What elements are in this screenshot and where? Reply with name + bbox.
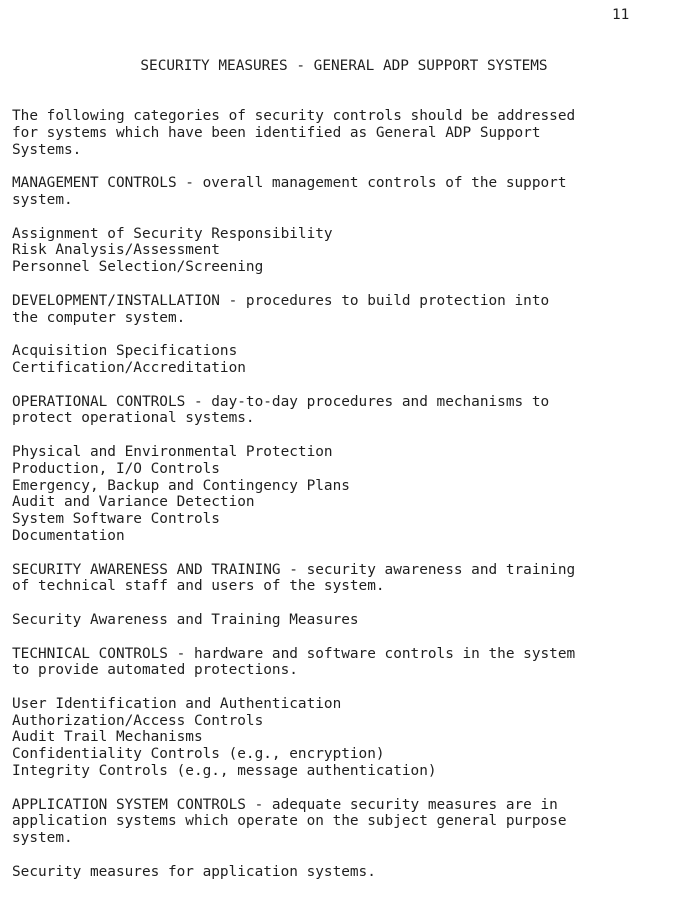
- list-item: Integrity Controls (e.g., message authentication): [12, 763, 437, 780]
- section-heading-line: the computer system.: [12, 309, 186, 326]
- development-installation-heading: [12, 293, 682, 327]
- intro-line: for systems which have been identified as General ADP Support: [12, 124, 541, 141]
- section-heading-line: DEVELOPMENT/INSTALLATION - procedures to build protection into: [12, 292, 550, 309]
- operational-controls-heading: [12, 394, 682, 428]
- section-heading-line: system.: [12, 830, 73, 847]
- list-item: Production, I/O Controls: [12, 460, 220, 477]
- list-item: Acquisition Specifications: [12, 343, 238, 360]
- list-item: Security measures for application systems.: [12, 863, 376, 880]
- document-body: [12, 108, 682, 897]
- list-item: Security Awareness and Training Measures: [12, 611, 359, 628]
- security-awareness-heading: [12, 562, 682, 596]
- list-item: Personnel Selection/Screening: [12, 259, 264, 276]
- security-awareness-list: [12, 612, 682, 629]
- management-controls-list: [12, 226, 682, 276]
- section-heading-line: protect operational systems.: [12, 410, 255, 427]
- section-heading-line: application systems which operate on the subject general purpose: [12, 813, 567, 830]
- operational-controls-list: [12, 444, 682, 545]
- list-item: Risk Analysis/Assessment: [12, 242, 220, 259]
- page-number: 11: [612, 7, 630, 23]
- list-item: Assignment of Security Responsibility: [12, 225, 333, 242]
- technical-controls-heading: [12, 646, 682, 680]
- section-heading-line: OPERATIONAL CONTROLS - day-to-day procedures and mechanisms to: [12, 393, 550, 410]
- list-item: Certification/Accreditation: [12, 359, 246, 376]
- list-item: Physical and Environmental Protection: [12, 443, 333, 460]
- section-heading-line: APPLICATION SYSTEM CONTROLS - adequate security measures are in: [12, 796, 558, 813]
- intro-line: Systems.: [12, 141, 82, 158]
- list-item: Emergency, Backup and Contingency Plans: [12, 477, 350, 494]
- list-item: User Identification and Authentication: [12, 695, 342, 712]
- list-item: Audit and Variance Detection: [12, 494, 255, 511]
- list-item: System Software Controls: [12, 511, 220, 528]
- page-title: SECURITY MEASURES - GENERAL ADP SUPPORT SYSTEMS: [140, 58, 548, 74]
- intro-line: The following categories of security controls should be addressed: [12, 108, 576, 124]
- section-heading-line: TECHNICAL CONTROLS - hardware and software controls in the system: [12, 645, 576, 662]
- intro-paragraph: [12, 108, 682, 158]
- section-heading-line: system.: [12, 191, 73, 208]
- list-item: Documentation: [12, 527, 125, 544]
- section-heading-line: to provide automated protections.: [12, 662, 298, 679]
- development-installation-list: [12, 343, 682, 377]
- application-controls-heading: [12, 797, 682, 847]
- application-controls-list: [12, 864, 682, 881]
- section-heading-line: of technical staff and users of the system.: [12, 578, 385, 595]
- list-item: Audit Trail Mechanisms: [12, 729, 203, 746]
- list-item: Confidentiality Controls (e.g., encryption): [12, 746, 385, 763]
- management-controls-heading: [12, 175, 682, 209]
- section-heading-line: MANAGEMENT CONTROLS - overall management controls of the support: [12, 175, 567, 192]
- section-heading-line: SECURITY AWARENESS AND TRAINING - security awareness and training: [12, 561, 576, 578]
- list-item: Authorization/Access Controls: [12, 712, 264, 729]
- technical-controls-list: [12, 696, 682, 780]
